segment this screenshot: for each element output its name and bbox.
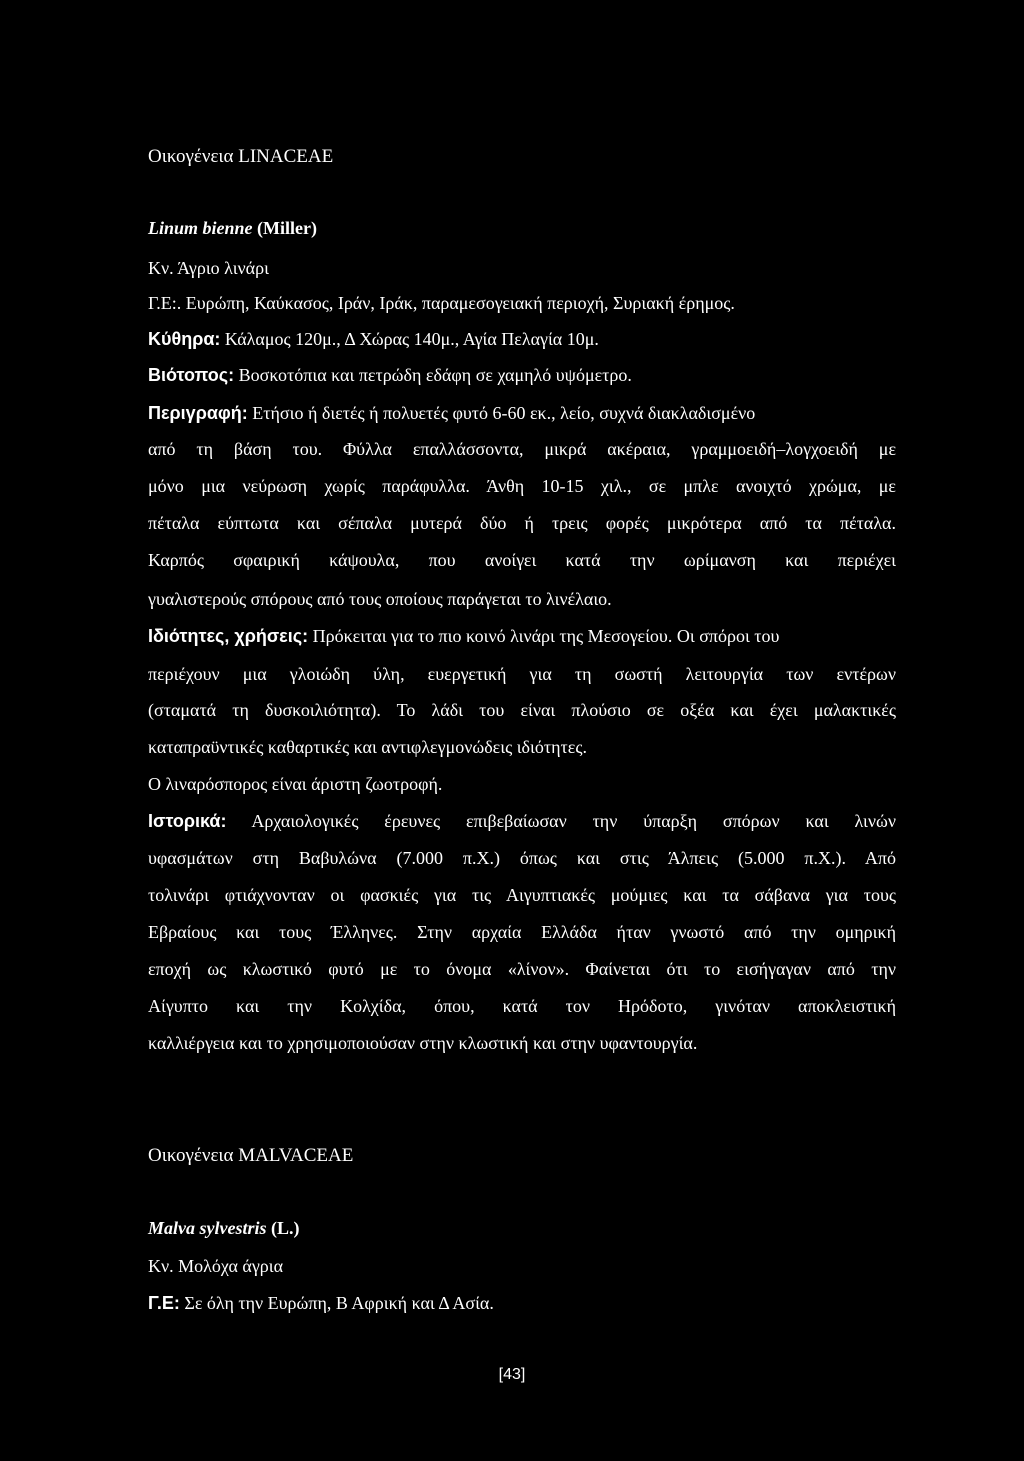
species-heading-linum <box>148 217 896 239</box>
distribution-label: Γ.Ε: <box>148 1293 180 1313</box>
kythira-localities <box>148 328 896 350</box>
species-name: Linum bienne <box>148 218 253 238</box>
history-first-line <box>148 810 896 832</box>
habitat-label: Βιότοπος: <box>148 365 235 385</box>
distribution: Γ.Ε:. Ευρώπη, Καύκασος, Ιράν, Ιράκ, παραμεσογειακή περιοχή, Συριακή έρημος. <box>148 293 735 313</box>
history-line: καλλιέργεια και το χρησιμοποιούσαν στην κλωστική και στην υφαντουργία. <box>148 1033 698 1053</box>
history-line: Εβραίους και τους Έλληνες. Στην αρχαία Ελλάδα ήταν γνωστό από την ομηρική <box>148 922 896 942</box>
kythira-label: Κύθηρα: <box>148 329 221 349</box>
properties-line: περιέχουν μια γλοιώδη ύλη, ευεργετική για τη σωστή λειτουργία των εντέρων <box>148 664 896 684</box>
history-label: Ιστορικά: <box>148 811 227 831</box>
page-number: [43] <box>498 1366 526 1383</box>
history-line: Αίγυπτο και την Κολχίδα, όπου, κατά τον Ηρόδοτο, γινόταν αποκλειστική <box>148 996 896 1016</box>
description-text: Ετήσιο ή διετές ή πολυετές φυτό 6-60 εκ., λείο, συχνά διακλαδισμένο <box>247 403 756 423</box>
history-line: τολινάρι φτιάχνονταν οι φασκιές για τις Αιγυπτιακές μούμιες και τα σάβανα για τους <box>148 885 896 905</box>
species-author: (Miller) <box>257 218 317 238</box>
properties-line: (σταματά τη δυσκοιλιότητα). Το λάδι του είναι πλούσιο σε οξέα και έχει μαλακτικές <box>148 700 896 720</box>
properties-first-line <box>148 625 896 647</box>
habitat-text: Βοσκοτόπια και πετρώδη εδάφη σε χαμηλό υψόμετρο. <box>234 365 632 385</box>
properties-text: Πρόκειται για το πιο κοινό λινάρι της Μεσογείου. Οι σπόροι του <box>308 626 780 646</box>
kythira-text: Κάλαμος 120μ., Δ Χώρας 140μ., Αγία Πελαγία 10μ. <box>220 329 599 349</box>
habitat <box>148 364 896 386</box>
document-page <box>148 0 896 1461</box>
distribution-text: Σε όλη την Ευρώπη, Β Αφρική και Δ Ασία. <box>179 1293 494 1313</box>
distribution <box>148 1292 896 1314</box>
species-name: Malva sylvestris <box>148 1218 267 1238</box>
common-name: Κν. Άγριο λινάρι <box>148 258 269 278</box>
family-heading-linaceae: Οικογένεια LINACEAE <box>148 146 334 167</box>
description-line: γυαλιστερούς σπόρους από τους οποίους παράγεται το λινέλαιο. <box>148 589 612 609</box>
history-line: υφασμάτων στη Βαβυλώνα (7.000 π.Χ.) όπως και στις Άλπεις (5.000 π.Χ.). Από <box>148 848 896 868</box>
history-text: Αρχαιολογικές έρευνες επιβεβαίωσαν την ύπαρξη σπόρων και λινών <box>226 811 896 831</box>
description-line: πέταλα εύπτωτα και σέπαλα μυτερά δύο ή τρεις φορές μικρότερα από τα πέταλα. <box>148 513 896 533</box>
description-line: μόνο μια νεύρωση χωρίς παράφυλλα. Άνθη 10-15 χιλ., σε μπλε ανοιχτό χρώμα, με <box>148 476 896 496</box>
properties-line: Ο λιναρόσπορος είναι άριστη ζωοτροφή. <box>148 774 443 794</box>
description-first-line <box>148 402 896 424</box>
properties-line: καταπραϋντικές καθαρτικές και αντιφλεγμονώδεις ιδιότητες. <box>148 737 587 757</box>
species-heading-malva <box>148 1217 896 1239</box>
description-line: Καρπός σφαιρική κάψουλα, που ανοίγει κατά την ωρίμανση και περιέχει <box>148 550 896 570</box>
common-name: Κν. Μολόχα άγρια <box>148 1256 284 1276</box>
species-author: (L.) <box>271 1218 300 1238</box>
family-heading-malvaceae: Οικογένεια MALVACEAE <box>148 1145 354 1166</box>
description-label: Περιγραφή: <box>148 403 248 423</box>
history-line: εποχή ως κλωστικό φυτό με το όνομα «λίνον». Φαίνεται ότι το εισήγαγαν από την <box>148 959 896 979</box>
description-line: από τη βάση του. Φύλλα επαλλάσσοντα, μικρά ακέραια, γραμμοειδή–λογχοειδή με <box>148 439 896 459</box>
properties-label: Ιδιότητες, χρήσεις: <box>148 626 309 646</box>
